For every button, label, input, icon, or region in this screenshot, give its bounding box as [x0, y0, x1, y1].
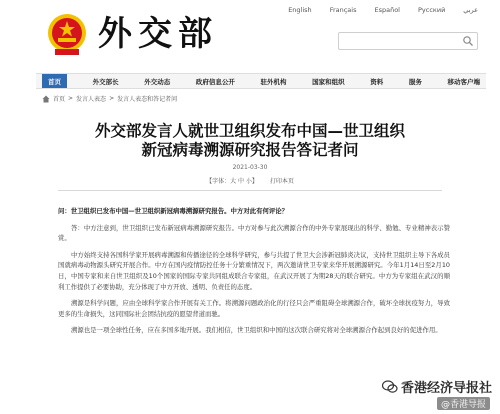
site-header — [0, 0, 500, 72]
font-size-control[interactable]: 【字体：大 中 小】 — [206, 178, 258, 185]
search-box — [338, 32, 478, 50]
article-title-line-2: 新冠病毒溯源研究报告答记者问 — [141, 141, 359, 159]
home-icon — [42, 95, 50, 103]
breadcrumb-spokesperson[interactable]: 发言人表态 — [76, 96, 107, 103]
article-question: 问：世卫组织已发布中国—世卫组织新冠病毒溯源研究报告。中方对此有何评论？ — [58, 207, 289, 215]
language-switcher — [288, 6, 478, 14]
nav-item-gov-info[interactable]: 政府信息公开 — [195, 78, 235, 86]
search-input[interactable] — [339, 40, 465, 54]
breadcrumb-home[interactable]: 首页 — [53, 96, 66, 103]
article-paragraph: 溯源是科学问题，应由全球科学家合作开展有关工作。将溯源问题政治化的行径只会严重阻碍全球溯源合作，破坏全球抗疫努力，导致更多的生命损失，这同国际社会团结抗疫的愿望背道而驰。 — [58, 299, 450, 318]
divider — [58, 190, 442, 191]
breadcrumb — [42, 94, 177, 103]
article-paragraph: 中方始终支持各国科学家开展病毒溯源和传播途径的全球科学研究，参与共提了世卫大会涉新冠肺炎决议，支持世卫组织主导下各成员国就病毒动物源头研究开展合作。中方在国内疫情防控任务十分繁重情况下，两次邀请世卫专家来华开展溯源研究。今年1月14日至2月10日，中国专家和来自世卫组织及10个国家的国际专家共同组成联合专家组，在武汉开展了为期28天的联合研究。中方为专家组在武汉的顺利工作提供了必要协助，充分体现了中方开放、透明、负责任的态度。 — [58, 250, 450, 291]
breadcrumb-separator: > — [109, 95, 115, 102]
article-paragraph: 答：中方注意到，世卫组织已发布新冠病毒溯源研究报告。中方对参与此次溯源合作的中外专家展现出的科学、勤勉、专业精神表示赞赏。 — [58, 223, 450, 243]
lang-french[interactable]: Français — [329, 6, 357, 14]
main-nav — [36, 73, 486, 89]
nav-item-missions[interactable]: 驻外机构 — [260, 78, 287, 86]
nav-item-resources[interactable]: 资料 — [370, 78, 384, 86]
lang-english[interactable]: English — [288, 6, 312, 14]
print-link[interactable]: 打印本页 — [269, 178, 294, 185]
site-brand-logo[interactable]: 外交部 — [98, 14, 218, 54]
article-date: 2021-03-30 — [232, 164, 268, 171]
nav-item-news[interactable]: 外交动态 — [144, 78, 171, 86]
watermark-sub: @香港导报 — [437, 397, 490, 410]
watermark-text: 香港经济导报社 — [400, 381, 492, 396]
lang-arabic[interactable]: عربي — [463, 6, 478, 14]
watermark — [382, 377, 492, 396]
lang-russian[interactable]: Русский — [418, 6, 446, 14]
nav-item-services[interactable]: 服务 — [408, 78, 422, 86]
nav-item-countries[interactable]: 国家和组织 — [312, 78, 345, 86]
search-icon[interactable] — [462, 35, 474, 47]
breadcrumb-current[interactable]: 发言人表态和答记者问 — [117, 96, 178, 103]
article-tools — [40, 176, 460, 185]
nav-item-foreign-minister[interactable]: 外交部长 — [92, 78, 119, 86]
national-emblem-logo[interactable] — [46, 12, 88, 58]
wechat-icon — [382, 380, 398, 394]
breadcrumb-separator: > — [68, 95, 74, 102]
article-body — [58, 206, 450, 342]
lang-spanish[interactable]: Español — [374, 6, 400, 14]
article-title-line-1: 外交部发言人就世卫组织发布中国—世卫组织 — [94, 122, 405, 140]
article-paragraph: 溯源也是一项全球性任务，应在多国多地开展。我们相信，世卫组织和中国的这次联合研究将对全球溯源合作起到良好的促进作用。 — [71, 326, 442, 335]
nav-item-mobile-app[interactable]: 移动客户端 — [447, 78, 480, 86]
nav-item-home[interactable]: 首页 — [42, 74, 67, 88]
article-title — [40, 122, 460, 160]
